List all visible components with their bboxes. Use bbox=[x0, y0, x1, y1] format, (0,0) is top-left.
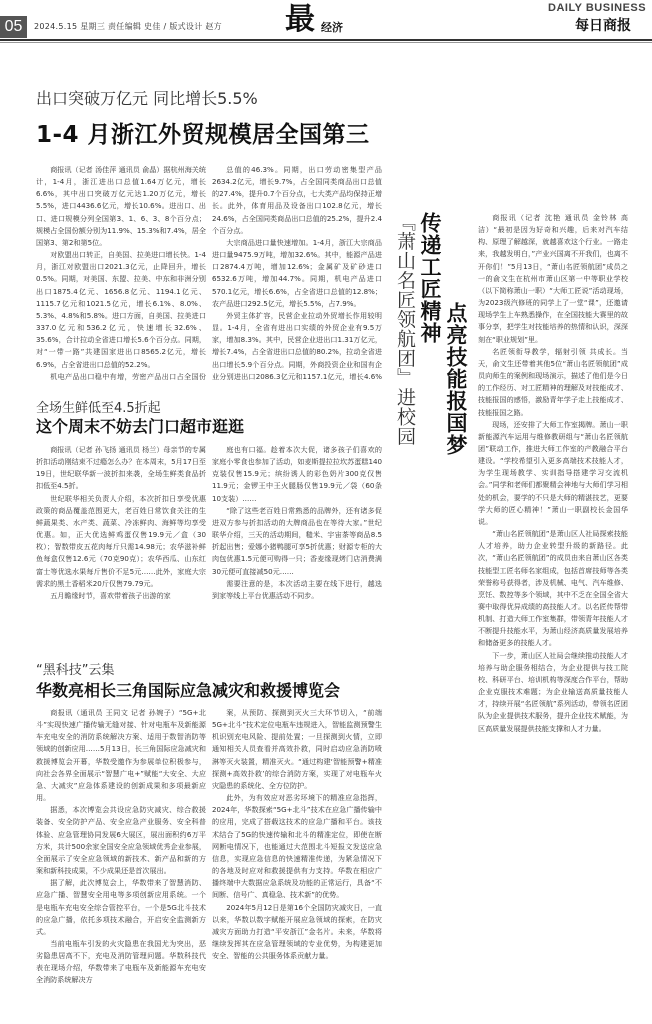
paragraph: 案，从预防、探测到灭火三大环节切入，“前端5G+北斗”技术定位电瓶车违规进入，智能监测预警生机识别充电风险、提前处置；一旦探测到火情，立即通知相关人员查看并高效扑救，同时启动应急消防喷淋等灭火装置，精准灭火。“通过构建‘智能预警+精准探测+高效扑救’的综合消防方案，实现了对电瓶车火灾隐患的系统化、全方位防护。 bbox=[212, 708, 382, 790]
daily-business-label: DAILY BUSINESS bbox=[548, 2, 647, 14]
paragraph: 现场，还安排了大师工作室揭牌。萧山一职新能源汽车运用与维修教研组与“萧山名匠领航团”联动工作，推进大师工作室的产教融合平台建设。“学校希望引入更多高端技术技能人才，为学生现场教学、实训指导搭建学习交流机会。”同学和老师们都聚精会神地与大师们学习相处的机会，要学的不只是大师的精湛技艺，更要学大师的匠心精神！”萧山一职副校长金国华说。 bbox=[478, 419, 628, 526]
article1-kicker: 出口突破万亿元 同比增长5.5% bbox=[36, 89, 258, 108]
paragraph: 下一步，萧山区人社局会继续推动技能人才培养与助企服务相结合，为企业提供与技工院校、科研平台、培训机构等深度合作平台，帮助企业克服技术难题；为企业输送高质量技能人才，持续开展“名匠领航”系列活动，带领名匠团队为企业提供技术服务，提升企业技术赋能，为区高质量发展提供技能支撑和人才力量。 bbox=[478, 650, 628, 733]
paragraph: 庭也有口福。趁着本次大促，诸多孩子们喜欢的家庭小零食也参加了活动，如麦斯提拉拉坎苏蛋糕140克装仅售15.9元；缤纷诱人的彩色奶片300克仅售11.9元；金锣王中王火腿肠仅售19.9元／袋（60条10支装）…… bbox=[212, 445, 382, 503]
paragraph: 需要注意的是，本次活动主要在线下进行，越选到家等线上平台优惠活动不同步。 bbox=[212, 578, 382, 600]
article2-column2 bbox=[212, 444, 382, 644]
paragraph: 商报讯（记者 汤佳萍 通讯员 俞晶）据杭州海关统计，1-4月，浙江进出口总值1.64万亿元，增长6.6%，其中出口突破万亿元达1.20万亿元，增长5.5%，进口4436.6亿元，增长10.6%。进出口、出口、进口规模分列全国第3、1、6、3、8个百分点；规模占全国份额分别为11.9%、15.3%和7.4%，居全国第3、第2和第5位。 bbox=[36, 165, 206, 247]
paragraph: 商报讯（通讯员 王同文 记者 孙婉子）“5G+北斗”实现快速广播传输无缝对接、针对电瓶车及新能源车充电安全的消防系统解决方案、适用于数智消防等领域的创新应用……5月13日，长三角国际应急减灾和救援博览会开幕，华数受邀作为参展单位积极参与，向社会各界全面展示“智慧广电+”赋能“大安全、大应急、大减灾”应急体系建设的创新成果和多项最新应用。 bbox=[36, 708, 206, 803]
paragraph: 大宗商品进口量快速增加。1-4月，浙江大宗商品进口量9475.9万吨，增加32.6%。其中，能源产品进口2874.4万吨，增加12.6%；金属矿及矿砂进口6532.6万吨，增加44.7%。同期，机电产品进口570.1亿元，增长6.6%，占全省进口总值的12.8%；农产品进口292.5亿元，增长5.5%，占7.9%。 bbox=[212, 237, 382, 308]
paragraph: 据悉，本次博览会共设应急防灾减灾、综合救援装备、安全防护产品、安全应急产业服务、安全科普体验、应急管理协同发展6大展区，展出面积约6万平方米，共计500余家全国安全应急领域优秀企业参展，全面展示了安全应急领域的新技术、新产品和新的方案和新科技成果，不少成果还是首次展出。 bbox=[36, 805, 206, 876]
paragraph: “萧山名匠领航团”是萧山区人社局探索技能人才培养，助力企业转型升级的新路径。此次，“萧山名匠领航团”的成员由来自萧山区各类技能型工匠名师名家组成，包括首席技师等各类荣誉称号获得者，涉及机械、电气、汽车维修、烹饪、数控等多个领域，其中不乏在全国全省大赛中取得优异成绩的高技能人才。以名匠传帮带机制、打造大师工作室集群，带领青年技能人才不断提升技能水平，为萧山经济高质量发展培养和储备更多的技能人才。 bbox=[478, 529, 628, 648]
section-name: 经济 bbox=[321, 21, 343, 34]
article1-title: 1-4 月浙江外贸规模居全国第三 bbox=[36, 122, 370, 148]
paragraph: 外贸主体扩容，民营企业拉动外贸增长作用较明显。1-4月，全省有进出口实绩的外贸企业有9.5万家，增加8.3%。其中，民营企业进出口1.31万亿元，增长7.4%，占全省进出口总值的80.2%，拉动全省进出口增长5.9个百分点。同期，外商投资企业和国有企业分别进出口2086.3亿元和1157.1亿元，增长4.6% bbox=[212, 310, 382, 381]
paragraph: 世纪联华相关负责人介绍，本次折扣日享受优惠政策的商品覆盖范围更大，老百姓日常饮食关注的生鲜蔬果类、水产类、蔬菜、冷冻鲜肉、海鲜等均享受优惠。如，正大优选鲜鸡蛋仅售19.9元／盒（30枚）；智数带皮五花肉每斤只需14.98元；农华滋补鲜鱼每盒仅售12.6元（70克90克）；农华西瓜、山东红富士等优选水果每斤售价不足5元……此外，家庭大宗需求的黑土香稻米20斤仅售79.79元。 bbox=[36, 493, 206, 588]
paragraph: 总值的46.3%。同期，出口劳动密集型产品2634.2亿元，增长9.7%，占全国同类商品出口总值的27.4%，提升0.7个百分点，七大类产品均保持正增长。此外，体育用品及设备出口102.8亿元，增长24.6%，占全国同类商品出口总值的25.2%，提升2.4个百分点。 bbox=[212, 165, 382, 235]
issue-info: 2024.5.15 星期三 责任编辑 史佳 / 版式设计 赵方 bbox=[34, 22, 222, 31]
article2-column1 bbox=[36, 444, 206, 644]
paragraph: 此外，为有效应对恶劣环境下的精准应急指挥，2024年，华数探索“5G+北斗”技术在应急广播传输中的应用，完成了搭载这技术的应急广播和平台。该技术结合了5G的快速传输和北斗的精准定位，即使在断网断电情况下，也能通过大范围北斗短报文发送应急信息，实现应急信息的快速精准传递，为紧急情况下的各地及时应对和救援提供有力支持。华数在相应广播终端中大数据应急系统及功能的正常运行，具备“不间断、信号广、真稳急、技术新”的优势。 bbox=[212, 793, 382, 900]
section-logo: 最 bbox=[285, 2, 315, 37]
article2-kicker: 全场生鲜低至4.5折起 bbox=[36, 401, 161, 416]
article3-title: 华数亮相长三角国际应急减灾和救援博览会 bbox=[36, 681, 341, 700]
paragraph: “除了这些老百姓日常熟悉的品牌外，还有诸多促进双方参与折扣活动的大牌商品也在等待大家。”世纪联华介绍，三天的活动期间，糙米、宇宙茶等商品8.5折起出售；爱娜小猪鸭腿可享5折优惠；财源专柜的大肉包优惠1.5元便可购得一只；香麦缘现烤门店消费满30元便可直接减50元…… bbox=[212, 505, 382, 576]
paragraph: 五月瞻缘时节，喜欢带着孩子出游的家 bbox=[50, 590, 171, 600]
paragraph: 据了解，此次博览会上，华数带来了智慧消防、应急广播、智慧安全用电等多项创新应用系统。一个是电瓶车充电安全综合管控平台，一个是5G北斗技术的应急广播，依托多项技术融合，开启安全监测新方式。 bbox=[36, 878, 206, 936]
page-number: 05 bbox=[0, 16, 27, 38]
paragraph: 当前电瓶车引发的火灾隐患在我国尤为突出，恶劣隐患居高不下，充电及消防管理问题。华数科技代表在现场介绍，华数带来了电瓶车及新能源车充电安全消防系统解决方 bbox=[36, 938, 206, 985]
article4-title-line2: 点亮技能报国梦 bbox=[444, 302, 468, 456]
article1-column1 bbox=[36, 164, 206, 382]
paragraph: 名匠领衔导教学，辐射引领 共成长。当天，俞文生还带着其他5位“萧山名匠领航团”成员向师生的案例和现场演示，描述了他们是今日的工作经历、对工匠精神的理解及对技能成才、技能报国的感悟，激励青年学子走上技能成才、技能报国之路。 bbox=[478, 346, 628, 417]
article3-kicker: “黑科技”云集 bbox=[36, 663, 115, 678]
paragraph: 机电产品出口稳中有增，劳密产品出口占全国份 bbox=[50, 371, 206, 381]
masthead-rule bbox=[0, 39, 652, 41]
paragraph: 对欧盟出口转正，自美国、拉美进口增长快。1-4月，浙江对欧盟出口2021.3亿元，止降回升，增长0.5%。同期，对美国、东盟、拉美、中东和非洲分别出口1875.4亿元、1656.8亿元、1194.1亿元、1115.7亿元和1021.5亿元，增长6.1%、8.0%、5.3%、4.8%和5.8%。进口方面，自美国、拉美进口337.0亿元和536.2亿元，快速增长32.6%、35.6%，合计拉动全省进口增长5.6个百分点。同期，对“一带一路”共建国家进出口8565.2亿元，增长6.9%，占全省进出口总值的52.2%。 bbox=[36, 250, 206, 369]
paragraph: 商报讯（记者 孙飞扬 通讯员 杨兰）母亲节的专属折扣活动刚结束不过瘾怎么办？在本周末，5月17日至19日，世纪联华新一波折扣来袭，全场生鲜类食品折扣低至4.5折。 bbox=[36, 445, 206, 491]
paragraph: 2024年5月12日是第16个全国防灾减灾日，一直以来，华数以数字赋能开展应急领域的探索，在防灾减灾方面助力打造“平安浙江”金名片。未来，华数将继续发挥其在应急管理领域的专业优势，为构建更加安全、智能的公共服务体系贡献力量。 bbox=[212, 902, 382, 961]
article2-title: 这个周末不妨去门口超市逛逛 bbox=[36, 417, 245, 436]
article3-column1 bbox=[36, 707, 206, 1019]
article4-title-line1: 传递工匠精神 bbox=[418, 212, 442, 344]
newspaper-brand: 每日商报 bbox=[575, 18, 631, 34]
article3-column2 bbox=[212, 707, 382, 1019]
masthead-rule-thin bbox=[0, 42, 652, 43]
paragraph: 商报讯（记者 沈艳 通讯员 金铃林 高洁）“最初是因为好奇和兴趣，后来对汽车结构、原理了解越深，就越喜欢这个行业。一路走来，我越发明白，”产业兴国离不开我们，也离不开你们！”5月13日，“萧山名匠领航团”成员之一的俞文生在杭州市萧山区第一中等职业学校（以下简称萧山一职）“大师工匠说”活动现场，为2023级汽修班的同学上了一堂“课”，还邀请现场学生上车熟悉操作，在全国技能大赛里的故事分享，把学生对技能培养的热情和认识，深深刻在“职业规划”里。 bbox=[478, 213, 628, 344]
article4-column bbox=[478, 212, 628, 1016]
article1-column2 bbox=[212, 164, 382, 382]
article4-kicker: 『萧山名匠领航团』进校园 bbox=[394, 212, 416, 446]
